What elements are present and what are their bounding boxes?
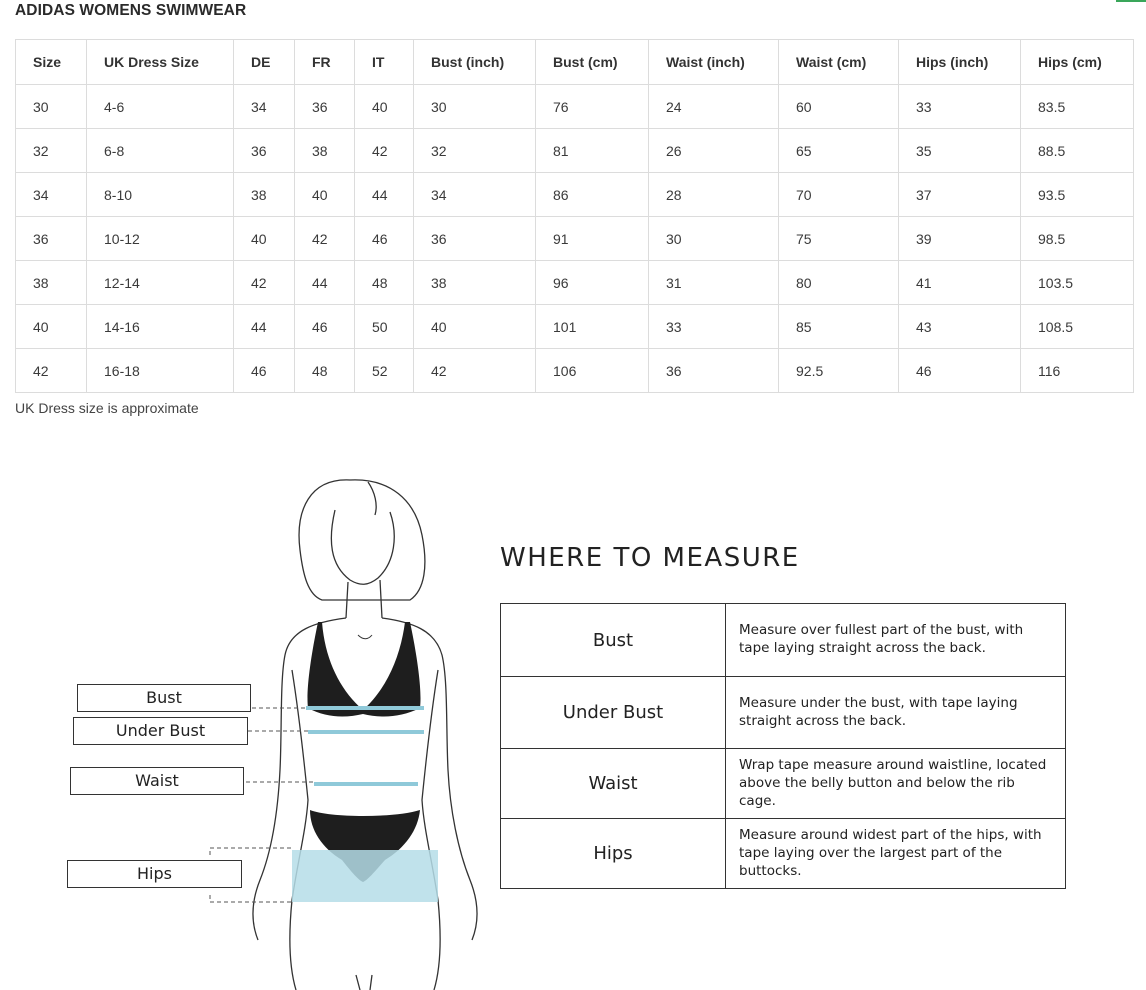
corner-accent [1116,0,1146,2]
table-cell: 43 [899,305,1021,349]
table-cell: 46 [234,349,295,393]
table-cell: 36 [649,349,779,393]
table-cell: 32 [414,129,536,173]
table-cell: 86 [536,173,649,217]
where-to-measure-table [500,603,1066,889]
column-header: FR [295,40,355,85]
measure-row [501,604,1066,677]
table-cell: 42 [414,349,536,393]
hips-band [292,850,438,902]
table-cell: 38 [295,129,355,173]
measure-description: Measure over fullest part of the bust, with tape laying straight across the back. [726,604,1066,677]
table-cell: 75 [779,217,899,261]
table-cell: 8-10 [87,173,234,217]
table-cell: 40 [414,305,536,349]
table-cell: 101 [536,305,649,349]
measure-row [501,677,1066,749]
table-cell: 83.5 [1021,85,1134,129]
table-cell: 88.5 [1021,129,1134,173]
table-cell: 40 [355,85,414,129]
table-cell: 26 [649,129,779,173]
table-cell: 46 [899,349,1021,393]
table-row [16,173,1134,217]
page-title: ADIDAS WOMENS SWIMWEAR [15,2,247,19]
table-cell: 28 [649,173,779,217]
figure-label-hips: Hips [67,860,242,888]
table-cell: 70 [779,173,899,217]
table-cell: 38 [234,173,295,217]
table-cell: 39 [899,217,1021,261]
table-cell: 65 [779,129,899,173]
table-cell: 6-8 [87,129,234,173]
table-cell: 40 [16,305,87,349]
table-cell: 38 [414,261,536,305]
table-row [16,305,1134,349]
table-cell: 80 [779,261,899,305]
table-cell: 30 [414,85,536,129]
table-cell: 30 [649,217,779,261]
figure-label-waist: Waist [70,767,244,795]
table-cell: 36 [295,85,355,129]
table-cell: 35 [899,129,1021,173]
table-cell: 81 [536,129,649,173]
table-cell: 30 [16,85,87,129]
table-cell: 24 [649,85,779,129]
table-row [16,85,1134,129]
measure-label: Waist [501,749,726,819]
column-header: IT [355,40,414,85]
measure-description: Measure under the bust, with tape laying straight across the back. [726,677,1066,749]
table-cell: 48 [355,261,414,305]
table-cell: 93.5 [1021,173,1134,217]
measure-description: Wrap tape measure around waistline, located above the belly button and below the rib cage. [726,749,1066,819]
table-cell: 96 [536,261,649,305]
table-cell: 76 [536,85,649,129]
column-header: Size [16,40,87,85]
face-outline [331,510,394,584]
size-chart-table [15,39,1134,393]
measure-label: Bust [501,604,726,677]
column-header: Hips (cm) [1021,40,1134,85]
table-cell: 37 [899,173,1021,217]
table-header-row [16,40,1134,85]
table-cell: 4-6 [87,85,234,129]
column-header: Waist (inch) [649,40,779,85]
hair-outline [299,480,425,600]
table-cell: 44 [355,173,414,217]
table-cell: 52 [355,349,414,393]
measure-label: Under Bust [501,677,726,749]
table-cell: 14-16 [87,305,234,349]
table-cell: 44 [234,305,295,349]
column-header: Waist (cm) [779,40,899,85]
column-header: UK Dress Size [87,40,234,85]
neck-outline [346,580,382,618]
table-cell: 16-18 [87,349,234,393]
table-cell: 41 [899,261,1021,305]
approximate-note: UK Dress size is approximate [15,400,199,416]
table-cell: 42 [295,217,355,261]
table-cell: 116 [1021,349,1134,393]
table-cell: 42 [355,129,414,173]
table-cell: 33 [899,85,1021,129]
table-cell: 36 [414,217,536,261]
table-cell: 44 [295,261,355,305]
table-cell: 34 [16,173,87,217]
table-row [16,261,1134,305]
table-cell: 42 [234,261,295,305]
table-cell: 36 [234,129,295,173]
measure-row [501,819,1066,889]
table-cell: 31 [649,261,779,305]
measure-row [501,749,1066,819]
figure-label-bust: Bust [77,684,251,712]
table-cell: 46 [355,217,414,261]
table-cell: 32 [16,129,87,173]
table-cell: 12-14 [87,261,234,305]
table-cell: 34 [234,85,295,129]
table-cell: 34 [414,173,536,217]
table-cell: 106 [536,349,649,393]
where-to-measure-title: WHERE TO MEASURE [500,543,800,573]
bikini-top [307,622,420,716]
table-cell: 42 [16,349,87,393]
table-cell: 98.5 [1021,217,1134,261]
column-header: DE [234,40,295,85]
table-cell: 60 [779,85,899,129]
column-header: Hips (inch) [899,40,1021,85]
table-row [16,217,1134,261]
table-cell: 38 [16,261,87,305]
measure-label: Hips [501,819,726,889]
table-cell: 103.5 [1021,261,1134,305]
table-cell: 33 [649,305,779,349]
table-cell: 36 [16,217,87,261]
table-cell: 92.5 [779,349,899,393]
table-cell: 48 [295,349,355,393]
table-row [16,129,1134,173]
figure-label-under-bust: Under Bust [73,717,248,745]
table-cell: 46 [295,305,355,349]
table-cell: 40 [234,217,295,261]
measure-description: Measure around widest part of the hips, with tape laying over the largest part of the buttocks. [726,819,1066,889]
column-header: Bust (inch) [414,40,536,85]
table-cell: 108.5 [1021,305,1134,349]
table-cell: 91 [536,217,649,261]
table-cell: 40 [295,173,355,217]
table-cell: 50 [355,305,414,349]
table-cell: 85 [779,305,899,349]
column-header: Bust (cm) [536,40,649,85]
table-row [16,349,1134,393]
table-cell: 10-12 [87,217,234,261]
